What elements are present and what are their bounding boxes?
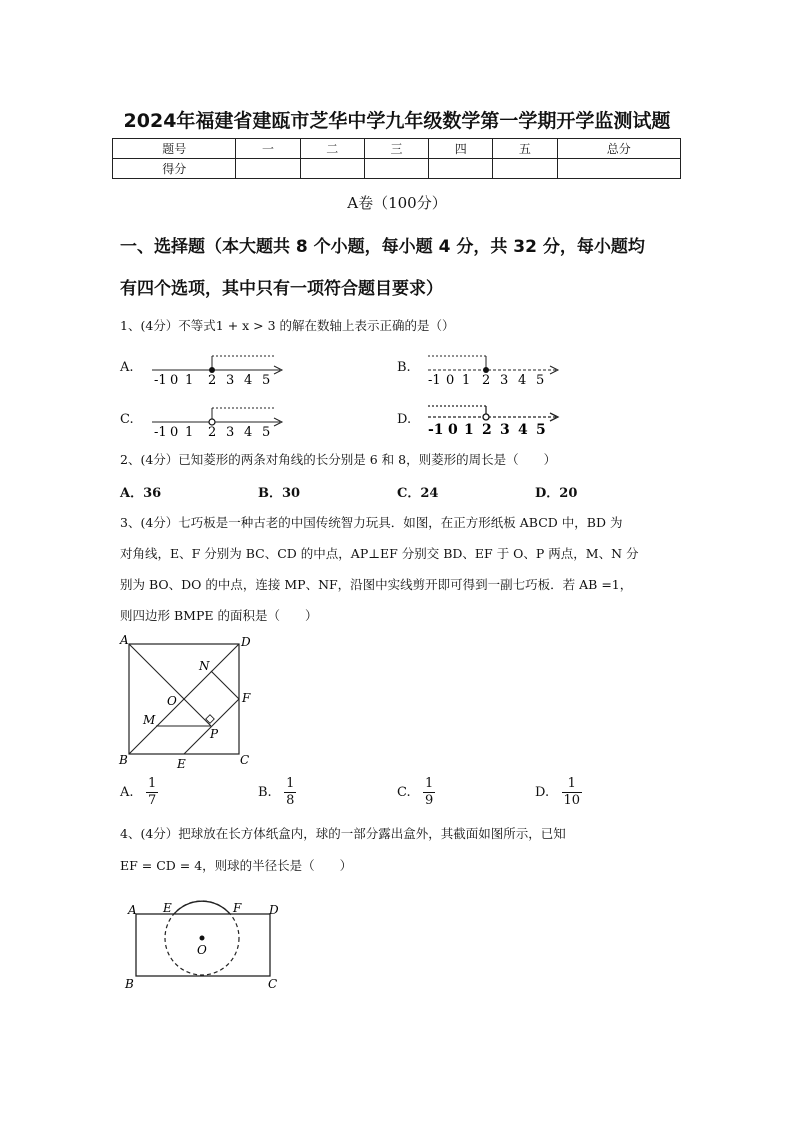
- label-b: B: [119, 753, 128, 767]
- denominator: 9: [425, 793, 434, 808]
- tick-label: 3: [226, 373, 235, 388]
- q1-numberline-b: [424, 350, 564, 390]
- tick-label: 0: [170, 425, 179, 440]
- open-dot: [483, 414, 489, 420]
- label-m: M: [143, 713, 156, 727]
- q1-numberline-a: [148, 350, 288, 390]
- tick-label: 3: [500, 422, 510, 438]
- q4-line1: 4、(4分）把球放在长方体纸盒内，球的一部分露出盒外，其截面如图所示，已知: [120, 826, 566, 841]
- q2-option-c: C．24: [397, 486, 439, 501]
- score-cell: 得分: [113, 159, 236, 179]
- q3-line4: 则四边形 BMPE 的面积是（ ）: [120, 608, 318, 623]
- denominator: 10: [563, 793, 581, 808]
- fraction: [146, 776, 158, 809]
- score-table-score-row: [113, 159, 681, 179]
- label-f: F: [242, 691, 251, 705]
- label-d: D: [241, 635, 251, 649]
- tick-label: 3: [500, 373, 509, 388]
- tick-label: 1: [185, 425, 194, 440]
- tick-label: 0: [448, 422, 458, 438]
- q1-option-a-label: A.: [120, 360, 134, 375]
- tick-label: -1: [428, 373, 441, 388]
- q3-line1: 3、(4分）七巧板是一种古老的中国传统智力玩具．如图，在正方形纸板 ABCD 中，BD 为: [120, 515, 623, 530]
- denominator: 7: [147, 793, 157, 808]
- tick-label: 4: [518, 422, 528, 438]
- tick-label: 4: [244, 373, 253, 388]
- score-cell-empty: [429, 159, 493, 179]
- score-cell: 三: [364, 139, 428, 159]
- label-o: O: [197, 943, 207, 957]
- tick-label: 1: [464, 422, 474, 438]
- score-cell: 题号: [113, 139, 236, 159]
- exam-title: 2024年福建省建瓯市芝华中学九年级数学第一学期开学监测试题: [123, 110, 671, 132]
- section-heading-line1: 一、选择题（本大题共 8 个小题，每小题 4 分，共 32 分，每小题均: [120, 237, 645, 257]
- label-p: P: [210, 727, 219, 741]
- tick-label: 4: [244, 425, 253, 440]
- tick-label: 2: [482, 422, 492, 438]
- q2-option-b: B．30: [258, 486, 301, 501]
- tick-label: 5: [262, 425, 271, 440]
- q1-option-d-label: D.: [397, 412, 412, 427]
- q1-option-c-label: C.: [120, 412, 134, 427]
- q4-ball-in-box-figure: [120, 892, 295, 997]
- tick-label: 3: [226, 425, 235, 440]
- score-cell: 四: [429, 139, 493, 159]
- numerator: 1: [147, 776, 157, 791]
- denominator: 8: [286, 793, 295, 808]
- score-cell: 总分: [557, 139, 680, 159]
- score-cell: 一: [236, 139, 300, 159]
- label-e: E: [177, 757, 186, 770]
- q4-line2: EF = CD = 4，则球的半径长是（ ）: [120, 858, 353, 873]
- tick-label: -1: [428, 422, 444, 438]
- score-cell-empty: [364, 159, 428, 179]
- q1-numberline-c: [148, 402, 288, 442]
- q2-stem: 2、(4分）已知菱形的两条对角线的长分别是 6 和 8，则菱形的周长是（ ）: [120, 452, 557, 467]
- label-a: A: [120, 633, 129, 647]
- paper-a-heading: A卷（100分）: [347, 194, 447, 212]
- q3-option-c: [397, 776, 435, 809]
- q3-option-d: [535, 776, 582, 809]
- tick-label: 2: [482, 373, 491, 388]
- option-label: D.: [535, 785, 550, 800]
- tick-label: 1: [462, 373, 471, 388]
- q3-option-a: [120, 776, 158, 809]
- q2-option-a: A．36: [120, 486, 162, 501]
- label-c: C: [240, 753, 250, 767]
- tick-label: 2: [208, 425, 217, 440]
- section-heading-line2: 有四个选项，其中只有一项符合题目要求）: [120, 279, 443, 299]
- tick-label: -1: [154, 373, 167, 388]
- score-cell-empty: [236, 159, 300, 179]
- label-a: A: [128, 903, 137, 917]
- tick-label: 0: [170, 373, 179, 388]
- label-e: E: [163, 901, 172, 915]
- score-cell: 二: [300, 139, 364, 159]
- tick-label: 5: [536, 422, 546, 438]
- tick-label: 5: [536, 373, 545, 388]
- q3-line3: 别为 BO、DO 的中点，连接 MP、NF，沿图中实线剪开即可得到一副七巧板．若 AB =1，: [120, 577, 633, 592]
- tick-label: 5: [262, 373, 271, 388]
- q3-line2: 对角线，E、F 分别为 BC、CD 的中点，AP⊥EF 分别交 BD、EF 于 O、P 两点，M、N 分: [120, 546, 639, 561]
- q1-option-b-label: B.: [397, 360, 411, 375]
- score-table: [112, 138, 681, 179]
- label-o: O: [167, 694, 177, 708]
- score-cell-empty: [493, 159, 557, 179]
- numerator: 1: [286, 776, 295, 791]
- fraction: [423, 776, 435, 809]
- numerator: 1: [425, 776, 434, 791]
- label-b: B: [125, 977, 134, 991]
- option-label: A.: [120, 785, 134, 800]
- q1-numberline-d: [424, 402, 564, 442]
- q2-option-d: D．20: [535, 486, 578, 501]
- q3-tangram-figure: [115, 630, 265, 770]
- q1-stem: 1、(4分）不等式1 + x > 3 的解在数轴上表示正确的是（）: [120, 318, 455, 333]
- tick-label: 4: [518, 373, 527, 388]
- label-n: N: [199, 659, 210, 673]
- label-d: D: [269, 903, 279, 917]
- tick-label: 1: [185, 373, 194, 388]
- tick-label: 2: [208, 373, 217, 388]
- score-cell: 五: [493, 139, 557, 159]
- q3-option-b: [258, 776, 296, 809]
- fraction: [284, 776, 296, 809]
- score-cell-empty: [300, 159, 364, 179]
- fraction: [562, 776, 583, 809]
- label-c: C: [268, 977, 278, 991]
- numerator: 1: [562, 776, 583, 793]
- label-f: F: [233, 901, 242, 915]
- tick-label: 0: [446, 373, 455, 388]
- score-table-header-row: [113, 139, 681, 159]
- tick-label: -1: [154, 425, 167, 440]
- score-cell-empty: [557, 159, 680, 179]
- option-label: B.: [258, 785, 272, 800]
- option-label: C.: [397, 785, 411, 800]
